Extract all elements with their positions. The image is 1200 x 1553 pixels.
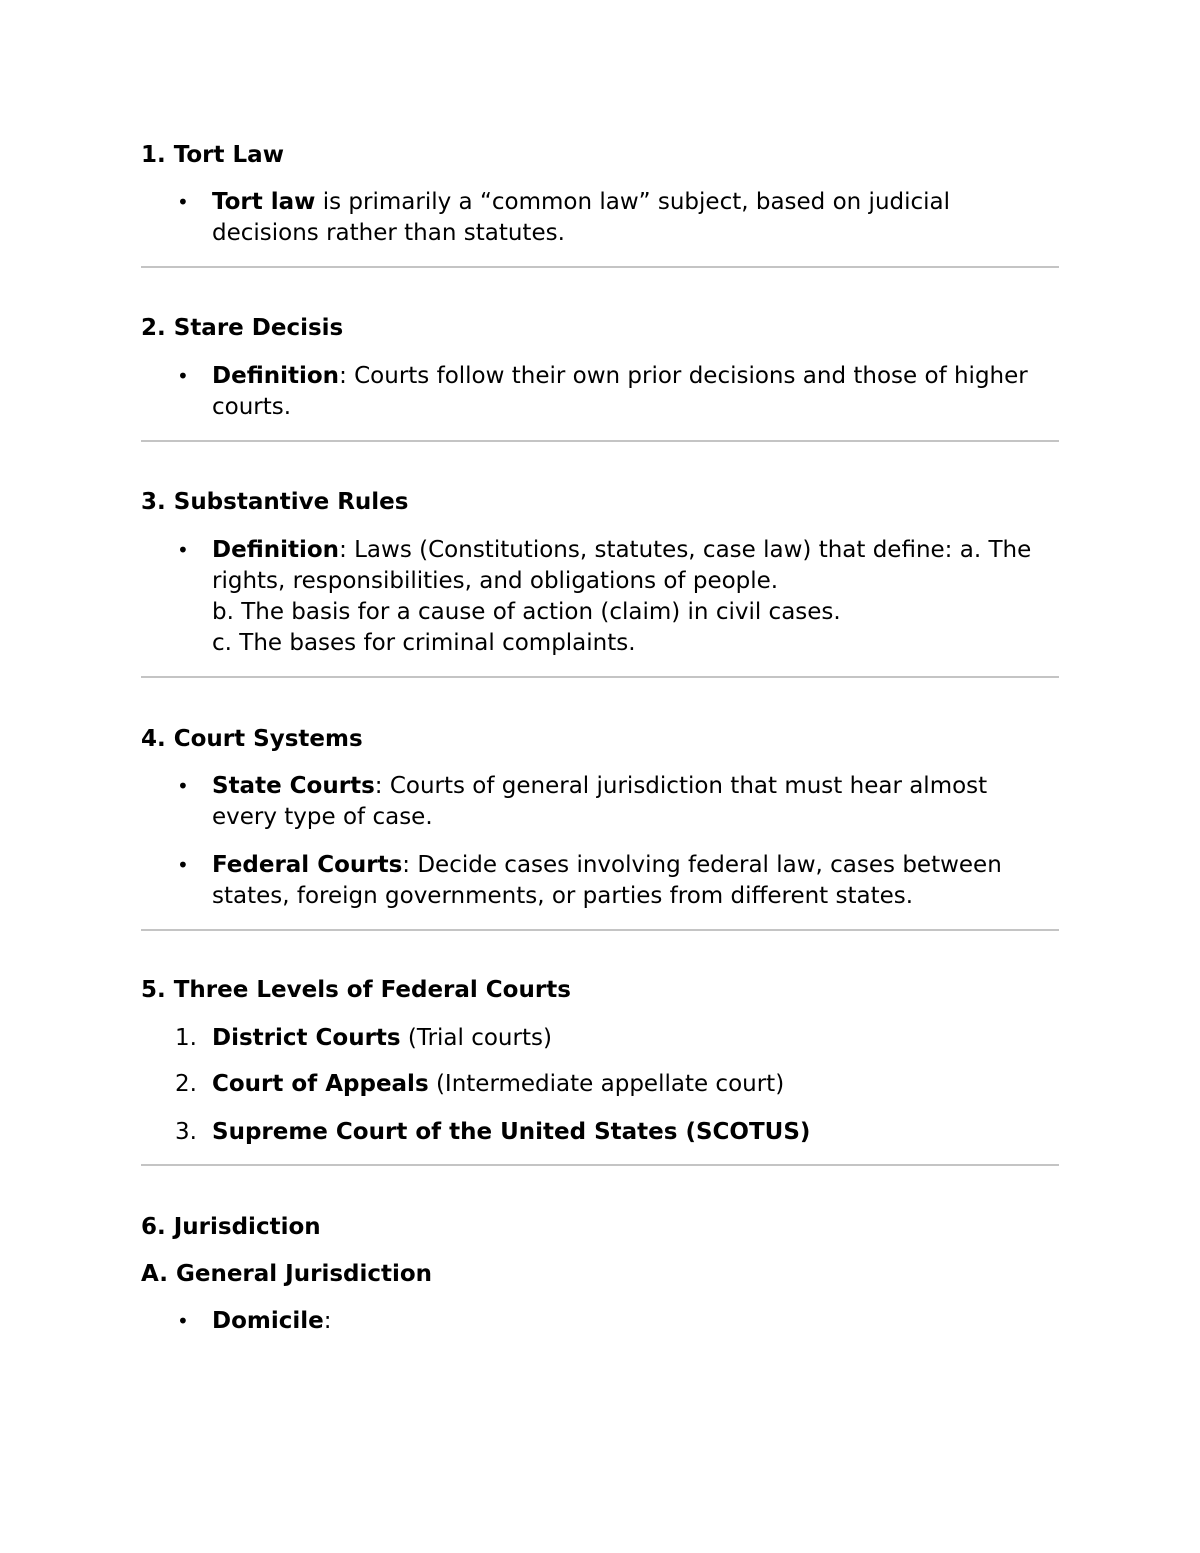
list-item [177, 361, 1059, 423]
list-item [177, 1306, 1059, 1337]
section-heading-substantive-rules: 3. Substantive Rules [141, 489, 409, 515]
list-item [177, 771, 1059, 833]
item-text: : [323, 1308, 332, 1334]
item-number: 2. [175, 1071, 197, 1097]
item-text: : Decide cases involving federal law, cases between states, foreign governments, or parties from different states. [212, 852, 1002, 909]
bullet-icon: • [177, 774, 189, 798]
list-item [177, 850, 1059, 912]
section-divider [141, 440, 1059, 442]
item-text: : Laws (Constitutions, statutes, case law) that define: a. The rights, responsibilities, and obligations of people. [212, 537, 1032, 594]
section-divider [141, 676, 1059, 678]
list-item [177, 535, 1059, 659]
item-text: : Courts of general jurisdiction that must hear almost every type of case. [212, 773, 988, 830]
item-number: 3. [175, 1119, 197, 1145]
bullet-icon: • [177, 190, 189, 214]
numbered-item [175, 1117, 1059, 1148]
section-heading-jurisdiction: 6. Jurisdiction [141, 1214, 321, 1240]
section-heading-stare-decisis: 2. Stare Decisis [141, 315, 344, 341]
section-heading-federal-court-levels: 5. Three Levels of Federal Courts [141, 977, 571, 1003]
bullet-icon: • [177, 538, 189, 562]
item-number: 1. [175, 1025, 197, 1051]
numbered-item [175, 1069, 1059, 1100]
item-term: Definition [212, 363, 340, 389]
bullet-icon: • [177, 853, 189, 877]
section-divider [141, 929, 1059, 931]
item-subline-c: c. The bases for criminal complaints. [212, 630, 636, 656]
item-subline-b: b. The basis for a cause of action (claim) in civil cases. [212, 599, 841, 625]
bullet-icon: • [177, 1309, 189, 1333]
subheading-general-jurisdiction: A. General Jurisdiction [141, 1261, 433, 1287]
item-term: Definition [212, 537, 340, 563]
item-text: (Trial courts) [400, 1025, 552, 1051]
item-term: Domicile [212, 1308, 324, 1334]
list-item [177, 187, 1059, 249]
item-term: Federal Courts [212, 852, 403, 878]
numbered-item [175, 1023, 1059, 1054]
item-term: District Courts [212, 1025, 401, 1051]
item-term: Court of Appeals [212, 1071, 429, 1097]
section-divider [141, 1164, 1059, 1166]
item-term: State Courts [212, 773, 375, 799]
item-term: Tort law [212, 189, 316, 215]
bullet-icon: • [177, 364, 189, 388]
section-divider [141, 266, 1059, 268]
item-term: Supreme Court of the United States (SCOTUS) [212, 1119, 811, 1145]
item-text: (Intermediate appellate court) [428, 1071, 785, 1097]
section-heading-tort-law: 1. Tort Law [141, 142, 284, 168]
section-heading-court-systems: 4. Court Systems [141, 726, 363, 752]
item-text: is primarily a “common law” subject, based on judicial decisions rather than statutes. [212, 189, 951, 246]
item-text: : Courts follow their own prior decisions and those of higher courts. [212, 363, 1028, 420]
